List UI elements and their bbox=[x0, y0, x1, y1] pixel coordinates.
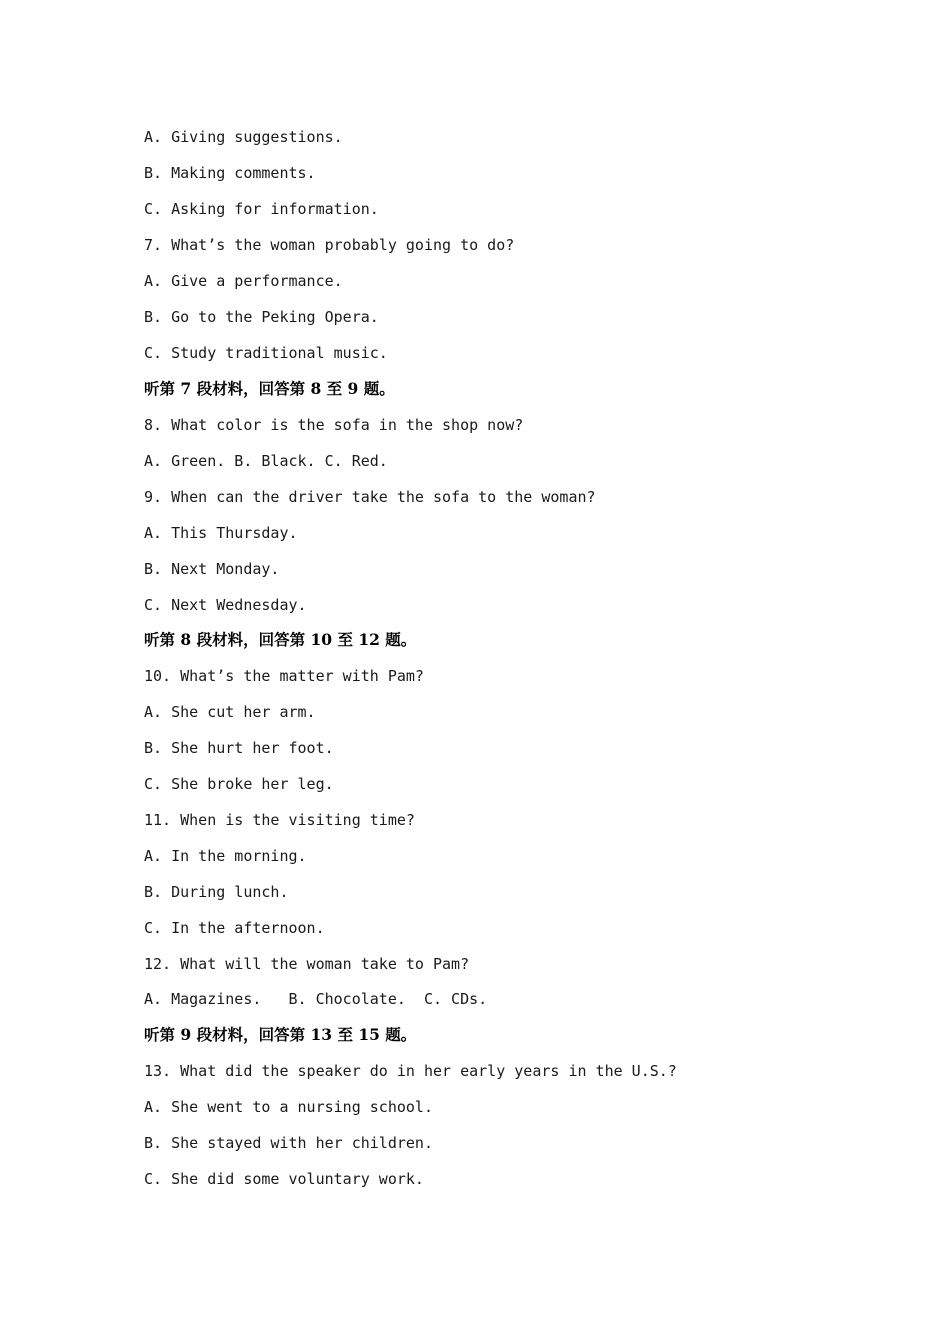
option-line: C. She broke her leg. bbox=[144, 775, 334, 793]
question-line: 10. What’s the matter with Pam? bbox=[144, 667, 424, 685]
question-line: 12. What will the woman take to Pam? bbox=[144, 955, 470, 973]
option-line: B. Making comments. bbox=[144, 164, 316, 182]
option-line: B. Go to the Peking Opera. bbox=[144, 308, 379, 326]
section-heading: 听第 8 段材料，回答第 10 至 12 题。 bbox=[144, 630, 417, 649]
option-line: C. Study traditional music. bbox=[144, 344, 388, 362]
question-line: 11. When is the visiting time? bbox=[144, 811, 415, 829]
option-line: A. Give a performance. bbox=[144, 272, 343, 290]
option-line: A. She went to a nursing school. bbox=[144, 1098, 433, 1116]
option-line: B. During lunch. bbox=[144, 883, 289, 901]
option-line: A. She cut her arm. bbox=[144, 703, 316, 721]
question-line: 9. When can the driver take the sofa to the woman? bbox=[144, 488, 596, 506]
section-heading: 听第 7 段材料，回答第 8 至 9 题。 bbox=[144, 379, 395, 398]
option-line: B. Next Monday. bbox=[144, 560, 280, 578]
option-line: B. She stayed with her children. bbox=[144, 1134, 433, 1152]
question-line: 13. What did the speaker do in her early years in the U.S.? bbox=[144, 1062, 677, 1080]
option-line: C. Asking for information. bbox=[144, 200, 379, 218]
option-line: C. In the afternoon. bbox=[144, 919, 325, 937]
option-line: A. Magazines. B. Chocolate. C. CDs. bbox=[144, 990, 488, 1008]
option-line: B. She hurt her foot. bbox=[144, 739, 334, 757]
option-line: A. Green. B. Black. C. Red. bbox=[144, 452, 388, 470]
option-line: C. She did some voluntary work. bbox=[144, 1170, 424, 1188]
question-line: 8. What color is the sofa in the shop now? bbox=[144, 416, 524, 434]
section-heading: 听第 9 段材料，回答第 13 至 15 题。 bbox=[144, 1025, 417, 1044]
option-line: A. In the morning. bbox=[144, 847, 307, 865]
option-line: C. Next Wednesday. bbox=[144, 596, 307, 614]
question-line: 7. What’s the woman probably going to do? bbox=[144, 236, 515, 254]
option-line: A. This Thursday. bbox=[144, 524, 298, 542]
option-line: A. Giving suggestions. bbox=[144, 128, 343, 146]
